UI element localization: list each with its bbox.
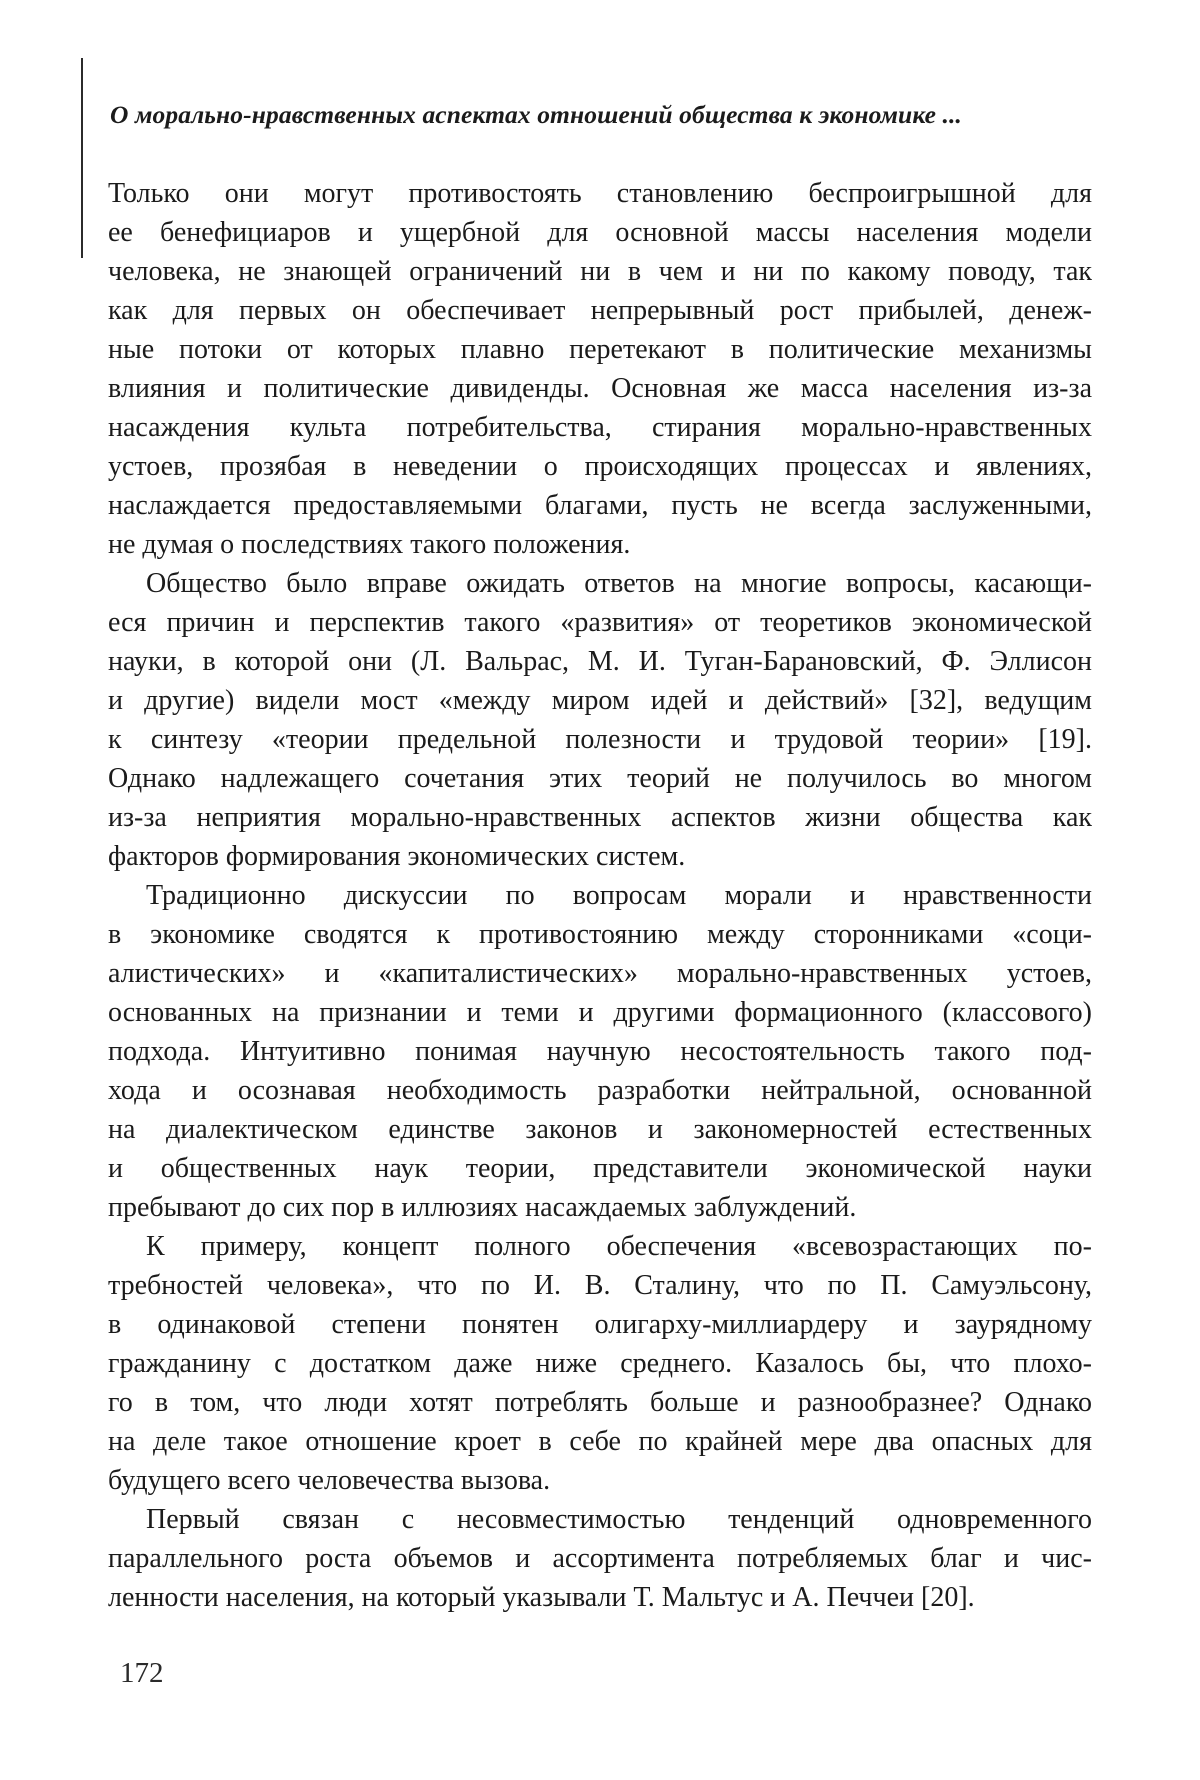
text-line: человека, не знающей ограничений ни в чем и ни по какому поводу, так — [108, 256, 1092, 287]
running-head: О морально-нравственных аспектах отношений общества к экономике ... — [110, 100, 962, 129]
text-line: влияния и политические дивиденды. Основная же масса населения из-за — [108, 373, 1092, 404]
text-line: требностей человека», что по И. В. Сталину, что по П. Самуэльсону, — [108, 1270, 1092, 1301]
text-line: пребывают до сих пор в иллюзиях насаждаемых заблуждений. — [108, 1192, 857, 1223]
text-line: еся причин и перспектив такого «развития» от теоретиков экономической — [108, 607, 1092, 638]
text-line: в экономике сводятся к противостоянию между сторонниками «соци- — [108, 919, 1092, 950]
text-line: науки, в которой они (Л. Вальрас, М. И. Туган-Барановский, Ф. Эллисон — [108, 646, 1092, 677]
text-line: и общественных наук теории, представители экономической науки — [108, 1153, 1092, 1184]
text-line: К примеру, концепт полного обеспечения «всевозрастающих по- — [146, 1231, 1092, 1262]
text-line: из-за неприятия морально-нравственных аспектов жизни общества как — [108, 802, 1092, 833]
text-line: подхода. Интуитивно понимая научную несостоятельность такого под- — [108, 1036, 1092, 1067]
margin-mark-line — [81, 58, 83, 258]
text-line: устоев, прозябая в неведении о происходящих процессах и явлениях, — [108, 451, 1092, 482]
text-line: на деле такое отношение кроет в себе по крайней мере два опасных для — [108, 1426, 1092, 1457]
text-line: ленности населения, на который указывали Т. Мальтус и А. Печчеи [20]. — [108, 1582, 975, 1613]
text-line: и другие) видели мост «между миром идей и действий» [32], ведущим — [108, 685, 1092, 716]
text-line: основанных на признании и теми и другими формационного (классового) — [108, 997, 1092, 1028]
text-line: факторов формирования экономических систем. — [108, 841, 686, 872]
text-line: Первый связан с несовместимостью тенденций одновременного — [146, 1504, 1092, 1535]
text-line: насаждения культа потребительства, стирания морально-нравственных — [108, 412, 1092, 443]
text-line: Только они могут противостоять становлению беспроигрышной для — [108, 178, 1092, 209]
text-line: алистических» и «капиталистических» морально-нравственных устоев, — [108, 958, 1092, 989]
text-line: Общество было вправе ожидать ответов на многие вопросы, касающи- — [146, 568, 1092, 599]
text-line: не думая о последствиях такого положения. — [108, 529, 631, 560]
text-line: в одинаковой степени понятен олигарху-миллиардеру и заурядному — [108, 1309, 1092, 1340]
text-line: Традиционно дискуссии по вопросам морали и нравственности — [146, 880, 1092, 911]
page-number: 172 — [120, 1657, 164, 1689]
body-text — [108, 174, 1092, 1617]
text-line: как для первых он обеспечивает непрерывный рост прибылей, денеж- — [108, 295, 1092, 326]
text-line: го в том, что люди хотят потреблять больше и разнообразнее? Однако — [108, 1387, 1092, 1418]
text-line: параллельного роста объемов и ассортимента потребляемых благ и чис- — [108, 1543, 1092, 1574]
text-line: Однако надлежащего сочетания этих теорий не получилось во многом — [108, 763, 1092, 794]
text-line: хода и осознавая необходимость разработки нейтральной, основанной — [108, 1075, 1092, 1106]
text-line: гражданину с достатком даже ниже среднего. Казалось бы, что плохо- — [108, 1348, 1092, 1379]
text-line: наслаждается предоставляемыми благами, пусть не всегда заслуженными, — [108, 490, 1092, 521]
text-line: ные потоки от которых плавно перетекают в политические механизмы — [108, 334, 1092, 365]
text-line: на диалектическом единстве законов и закономерностей естественных — [108, 1114, 1092, 1145]
text-line: к синтезу «теории предельной полезности и трудовой теории» [19]. — [108, 724, 1092, 755]
text-line: ее бенефициаров и ущербной для основной массы населения модели — [108, 217, 1092, 248]
text-line: будущего всего человечества вызова. — [108, 1465, 551, 1496]
